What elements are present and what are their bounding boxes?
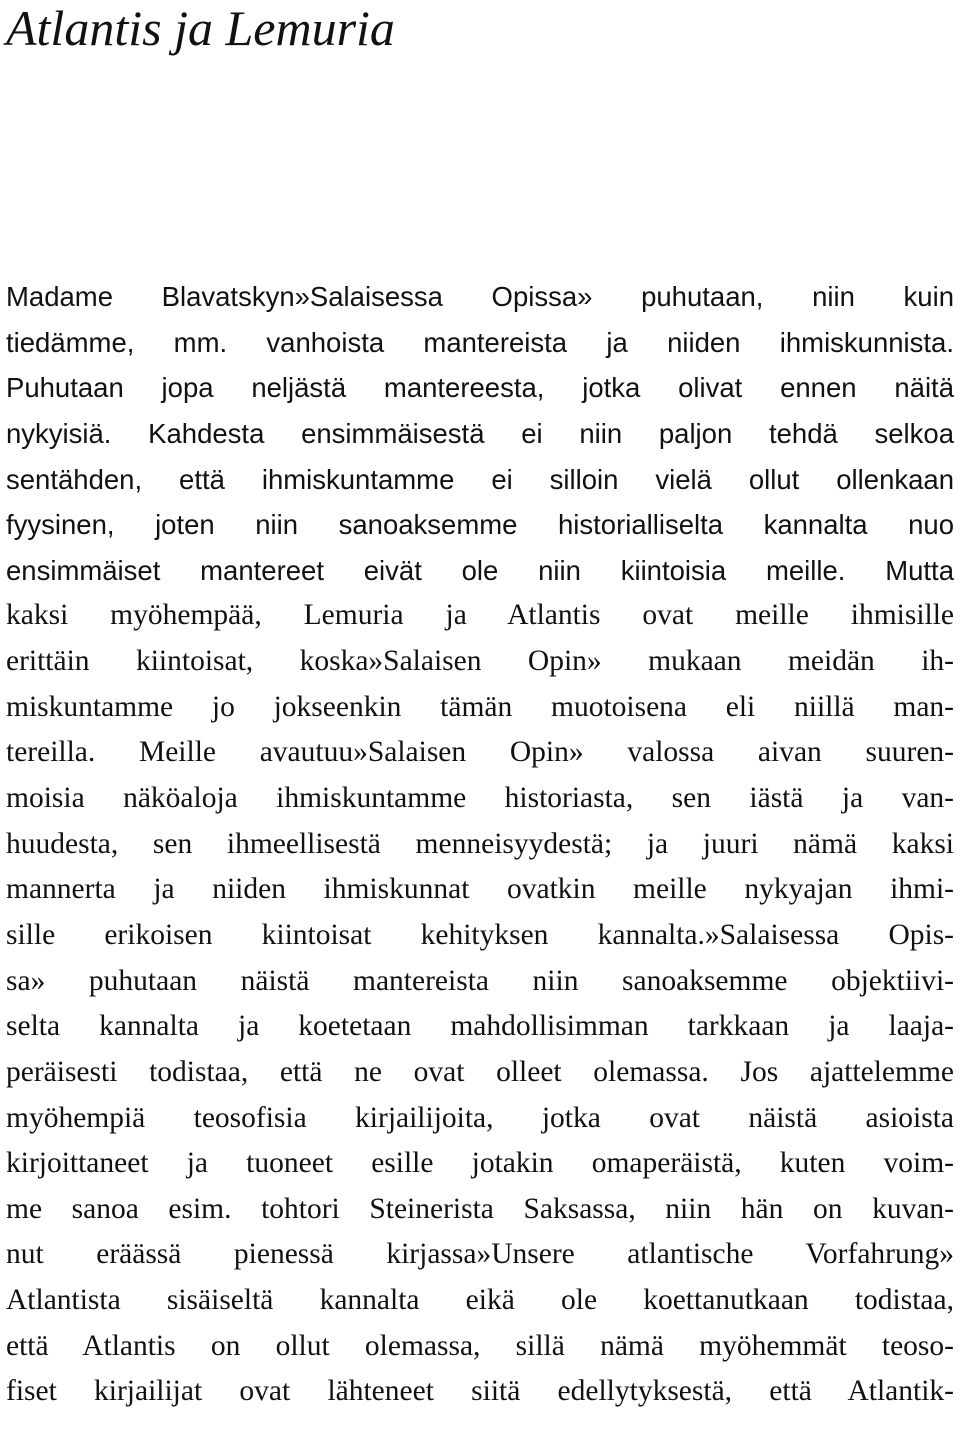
text-line: erittäin kiintoisat, koska»Salaisen Opin» mukaan meidän ih- xyxy=(6,645,954,678)
text-line: mannerta ja niiden ihmiskunnat ovatkin meille nykyajan ihmi- xyxy=(6,873,954,906)
text-line: me sanoa esim. tohtori Steinerista Saksassa, niin hän on kuvan- xyxy=(6,1192,954,1225)
text-line: moisia näköaloja ihmiskuntamme historiasta, sen iästä ja van- xyxy=(6,782,954,815)
text-line: fiset kirjailijat ovat lähteneet siitä edellytyksestä, että Atlantik- xyxy=(6,1375,954,1408)
text-line: kirjoittaneet ja tuoneet esille jotakin omaperäistä, kuten voim- xyxy=(6,1147,954,1180)
text-line: sentähden, että ihmiskuntamme ei silloin vielä ollut ollenkaan xyxy=(6,463,954,495)
body-paragraph xyxy=(6,274,954,1415)
text-line: että Atlantis on ollut olemassa, sillä nämä myöhemmät teoso- xyxy=(6,1329,954,1362)
text-line: Madame Blavatskyn»Salaisessa Opissa» puhutaan, niin kuin xyxy=(6,281,954,312)
text-line: Atlantista sisäiseltä kannalta eikä ole koettanutkaan todistaa, xyxy=(6,1284,954,1317)
text-line: tiedämme, mm. vanhoista mantereista ja niiden ihmiskunnista. xyxy=(6,326,954,358)
text-line: peräisesti todistaa, että ne ovat olleet olemassa. Jos ajattelemme xyxy=(6,1055,954,1088)
page-title: Atlantis ja Lemuria xyxy=(6,0,395,56)
text-line: myöhempiä teosofisia kirjailijoita, jotka ovat näistä asioista xyxy=(6,1101,954,1134)
text-line: sa» puhutaan näistä mantereista niin sanoaksemme objektiivi- xyxy=(6,964,954,997)
text-line: selta kannalta ja koetetaan mahdollisimman tarkkaan ja laaja- xyxy=(6,1010,954,1043)
text-line: kaksi myöhempää, Lemuria ja Atlantis ovat meille ihmisille xyxy=(6,599,954,632)
text-line: miskuntamme jo jokseenkin tämän muotoisena eli niillä man- xyxy=(6,690,954,723)
text-line: nykyisiä. Kahdesta ensimmäisestä ei niin paljon tehdä selkoa xyxy=(6,417,954,449)
text-line: Puhutaan jopa neljästä mantereesta, jotka olivat ennen näitä xyxy=(6,372,954,404)
text-line: huudesta, sen ihmeellisestä menneisyydestä; ja juuri nämä kaksi xyxy=(6,827,954,860)
text-line: tereilla. Meille avautuu»Salaisen Opin» valossa aivan suuren- xyxy=(6,736,954,769)
text-line: sille erikoisen kiintoisat kehityksen kannalta.»Salaisessa Opis- xyxy=(6,918,954,951)
text-line: fyysinen, joten niin sanoaksemme historialliselta kannalta nuo xyxy=(6,509,954,541)
text-line: ensimmäiset mantereet eivät ole niin kiintoisia meille. Mutta xyxy=(6,554,954,586)
text-line: nut eräässä pienessä kirjassa»Unsere atlantische Vorfahrung» xyxy=(6,1238,954,1271)
